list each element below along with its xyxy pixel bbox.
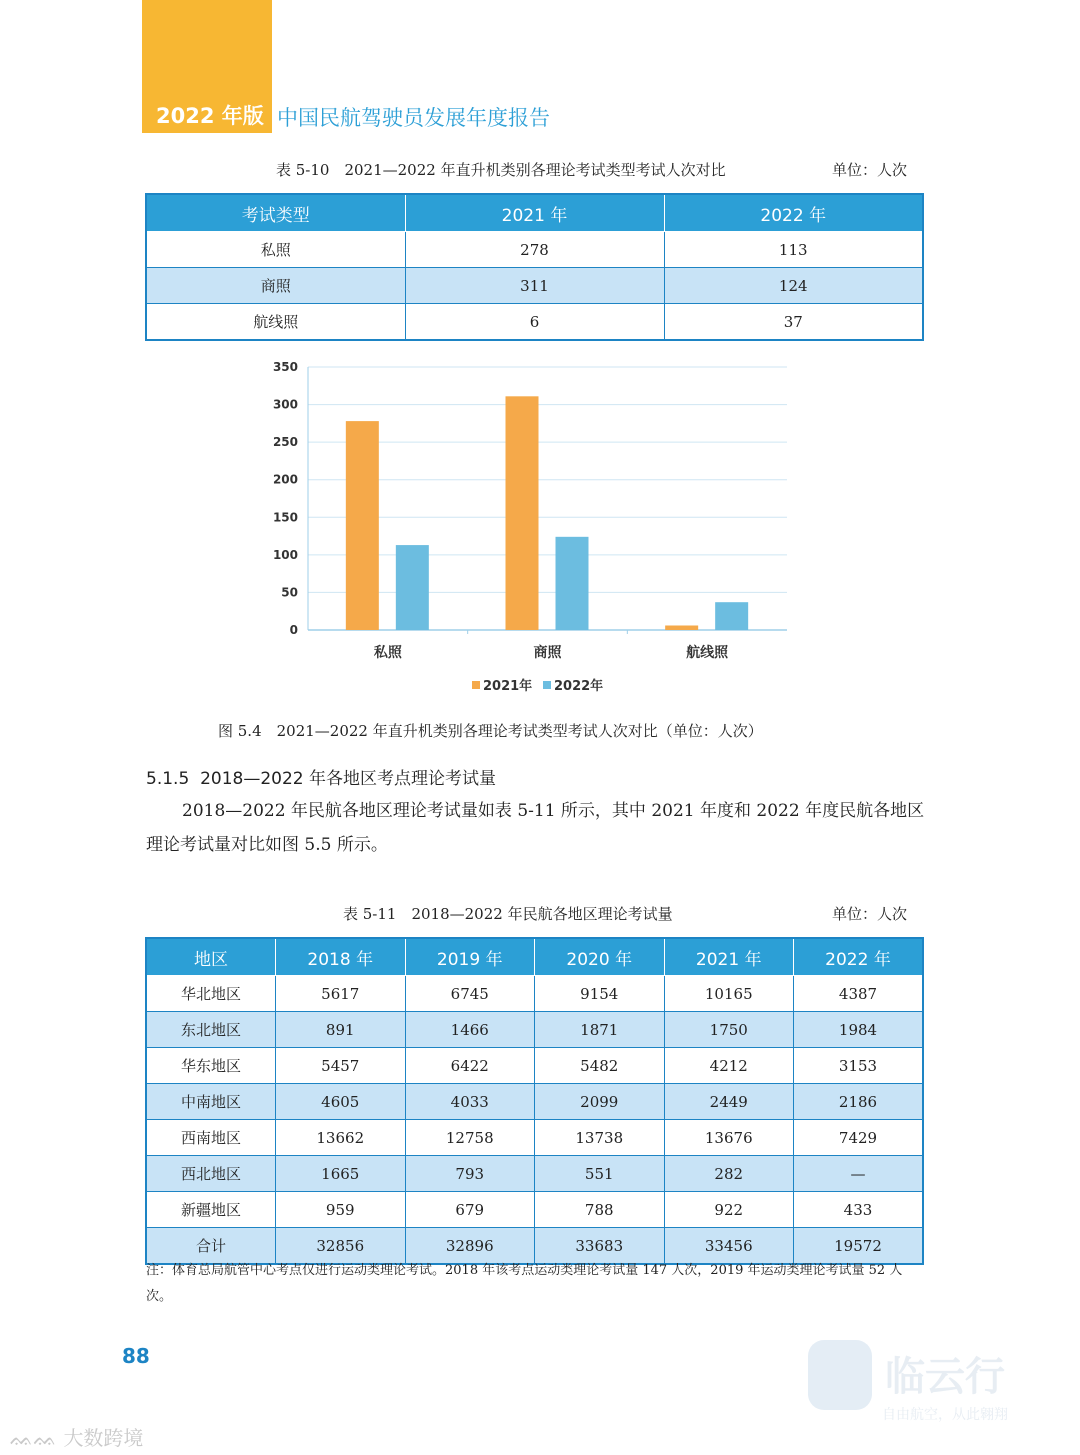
edition-label: 2022 年版 — [156, 104, 264, 128]
y-tick-label: 250 — [272, 435, 298, 450]
table1 — [145, 193, 924, 341]
table-cell: 4605 — [276, 1084, 406, 1120]
table-cell: 679 — [405, 1192, 535, 1228]
table2-header-cell: 2018 年 — [276, 938, 406, 976]
y-tick-label: 350 — [272, 360, 298, 374]
table-cell: 13662 — [276, 1120, 406, 1156]
x-category-label: 商照 — [533, 645, 562, 661]
table-cell: 282 — [664, 1156, 794, 1192]
table-cell: 10165 — [664, 976, 794, 1012]
legend-label: 2021年 — [483, 679, 533, 694]
table-cell: 33456 — [664, 1228, 794, 1265]
watermark-right: 临云行 — [885, 1354, 1005, 1400]
table-cell: 4212 — [664, 1048, 794, 1084]
table-cell: 1750 — [664, 1012, 794, 1048]
table-cell: 311 — [405, 268, 664, 304]
table-cell: 6745 — [405, 976, 535, 1012]
section-heading — [146, 764, 496, 789]
bar-chart — [260, 355, 820, 705]
table1-caption: 表 5-10 2021—2022 年直升机类别各理论考试类型考试人次对比 — [276, 161, 726, 179]
table-row — [146, 232, 923, 268]
table-cell: 4033 — [405, 1084, 535, 1120]
table-cell: 7429 — [794, 1120, 924, 1156]
table-cell: 6 — [405, 304, 664, 341]
table2-unit: 单位：人次 — [832, 905, 908, 923]
table-cell: 1871 — [535, 1012, 665, 1048]
table-cell: 113 — [664, 232, 923, 268]
table-cell: 9154 — [535, 976, 665, 1012]
table2-header-cell: 地区 — [146, 938, 276, 976]
table2-header-cell: 2020 年 — [535, 938, 665, 976]
table2-header-cell: 2019 年 — [405, 938, 535, 976]
bar-2021 — [665, 625, 698, 630]
table-cell: 2449 — [664, 1084, 794, 1120]
watermark-left: ᨐᨐ 大数跨境 — [10, 1426, 144, 1450]
table-cell: 793 — [405, 1156, 535, 1192]
table-cell: 13676 — [664, 1120, 794, 1156]
table-cell: 5457 — [276, 1048, 406, 1084]
table-row — [146, 1156, 923, 1192]
table-cell: 551 — [535, 1156, 665, 1192]
table-cell: 433 — [794, 1192, 924, 1228]
table-cell: 2186 — [794, 1084, 924, 1120]
table-cell: 278 — [405, 232, 664, 268]
table-cell: 19572 — [794, 1228, 924, 1265]
table-cell: 新疆地区 — [146, 1192, 276, 1228]
table-cell: 西北地区 — [146, 1156, 276, 1192]
table-cell: 37 — [664, 304, 923, 341]
table2-caption: 表 5-11 2018—2022 年民航各地区理论考试量 — [343, 905, 673, 923]
table-cell: 32856 — [276, 1228, 406, 1265]
table-cell: 3153 — [794, 1048, 924, 1084]
page-number: 88 — [122, 1344, 150, 1368]
legend-label: 2022年 — [554, 679, 604, 694]
table-row — [146, 268, 923, 304]
y-tick-label: 0 — [289, 623, 298, 637]
table-cell: 1466 — [405, 1012, 535, 1048]
section-title: 2018—2022 年各地区考点理论考试量 — [200, 769, 497, 789]
bar-2022 — [715, 602, 748, 630]
y-tick-label: 150 — [272, 510, 298, 525]
table1-header-cell: 2021 年 — [405, 194, 664, 232]
table-row — [146, 976, 923, 1012]
bar-2022 — [556, 537, 589, 630]
table-cell: 12758 — [405, 1120, 535, 1156]
x-category-label: 私照 — [373, 645, 402, 661]
table-cell: 华北地区 — [146, 976, 276, 1012]
figure-caption: 图 5.4 2021—2022 年直升机类别各理论考试类型考试人次对比（单位：人次） — [218, 722, 763, 740]
table-cell: 5482 — [535, 1048, 665, 1084]
report-title: 中国民航驾驶员发展年度报告 — [277, 106, 550, 130]
table-cell: 私照 — [146, 232, 405, 268]
legend-swatch — [472, 681, 480, 689]
table-row — [146, 1012, 923, 1048]
table-cell: 中南地区 — [146, 1084, 276, 1120]
table-cell: — — [794, 1156, 924, 1192]
table2-header-cell: 2021 年 — [664, 938, 794, 976]
table-row — [146, 1048, 923, 1084]
bar-2021 — [506, 396, 539, 630]
table-cell: 6422 — [405, 1048, 535, 1084]
y-tick-label: 300 — [272, 397, 298, 412]
bar-2022 — [396, 545, 429, 630]
table2 — [145, 937, 924, 1265]
body-paragraph: 2018—2022 年民航各地区理论考试量如表 5-11 所示，其中 2021 年度和 2022 年度民航各地区理论考试量对比如图 5.5 所示。 — [146, 801, 925, 855]
table-note: 注：体育总局航管中心考点仅进行运动类理论考试。2018 年该考点运动类理论考试量 147 人次，2019 年运动类理论考试量 52 人次。 — [146, 1263, 903, 1304]
table-row — [146, 304, 923, 341]
table-cell: 航线照 — [146, 304, 405, 341]
table-cell: 32896 — [405, 1228, 535, 1265]
table-cell: 891 — [276, 1012, 406, 1048]
table-row — [146, 1084, 923, 1120]
y-tick-label: 50 — [281, 585, 298, 600]
section-number: 5.1.5 — [146, 769, 190, 789]
y-tick-label: 100 — [272, 547, 298, 562]
table-cell: 959 — [276, 1192, 406, 1228]
watermark-plane-logo — [808, 1340, 872, 1410]
table-row — [146, 1120, 923, 1156]
table-cell: 华东地区 — [146, 1048, 276, 1084]
table-cell: 922 — [664, 1192, 794, 1228]
table1-header-cell: 考试类型 — [146, 194, 405, 232]
table2-header-row — [146, 938, 923, 976]
x-category-label: 航线照 — [686, 645, 729, 661]
table1-unit: 单位：人次 — [832, 161, 908, 179]
table-row — [146, 1192, 923, 1228]
table-cell: 2099 — [535, 1084, 665, 1120]
table2-header-cell: 2022 年 — [794, 938, 924, 976]
watermark-left-text: 大数跨境 — [63, 1426, 144, 1450]
table-cell: 4387 — [794, 976, 924, 1012]
table-cell: 合计 — [146, 1228, 276, 1265]
table1-header-row — [146, 194, 923, 232]
bar-2021 — [346, 421, 379, 630]
table-cell: 13738 — [535, 1120, 665, 1156]
table-cell: 5617 — [276, 976, 406, 1012]
watermark-right-sub: 自由航空，从此翱翔 — [882, 1407, 1008, 1423]
table1-header-cell: 2022 年 — [664, 194, 923, 232]
table-cell: 1665 — [276, 1156, 406, 1192]
table-cell: 商照 — [146, 268, 405, 304]
table-cell: 西南地区 — [146, 1120, 276, 1156]
y-tick-label: 200 — [272, 472, 298, 487]
table-cell: 33683 — [535, 1228, 665, 1265]
table-cell: 124 — [664, 268, 923, 304]
table-cell: 788 — [535, 1192, 665, 1228]
legend-swatch — [543, 681, 551, 689]
table-cell: 东北地区 — [146, 1012, 276, 1048]
table-cell: 1984 — [794, 1012, 924, 1048]
